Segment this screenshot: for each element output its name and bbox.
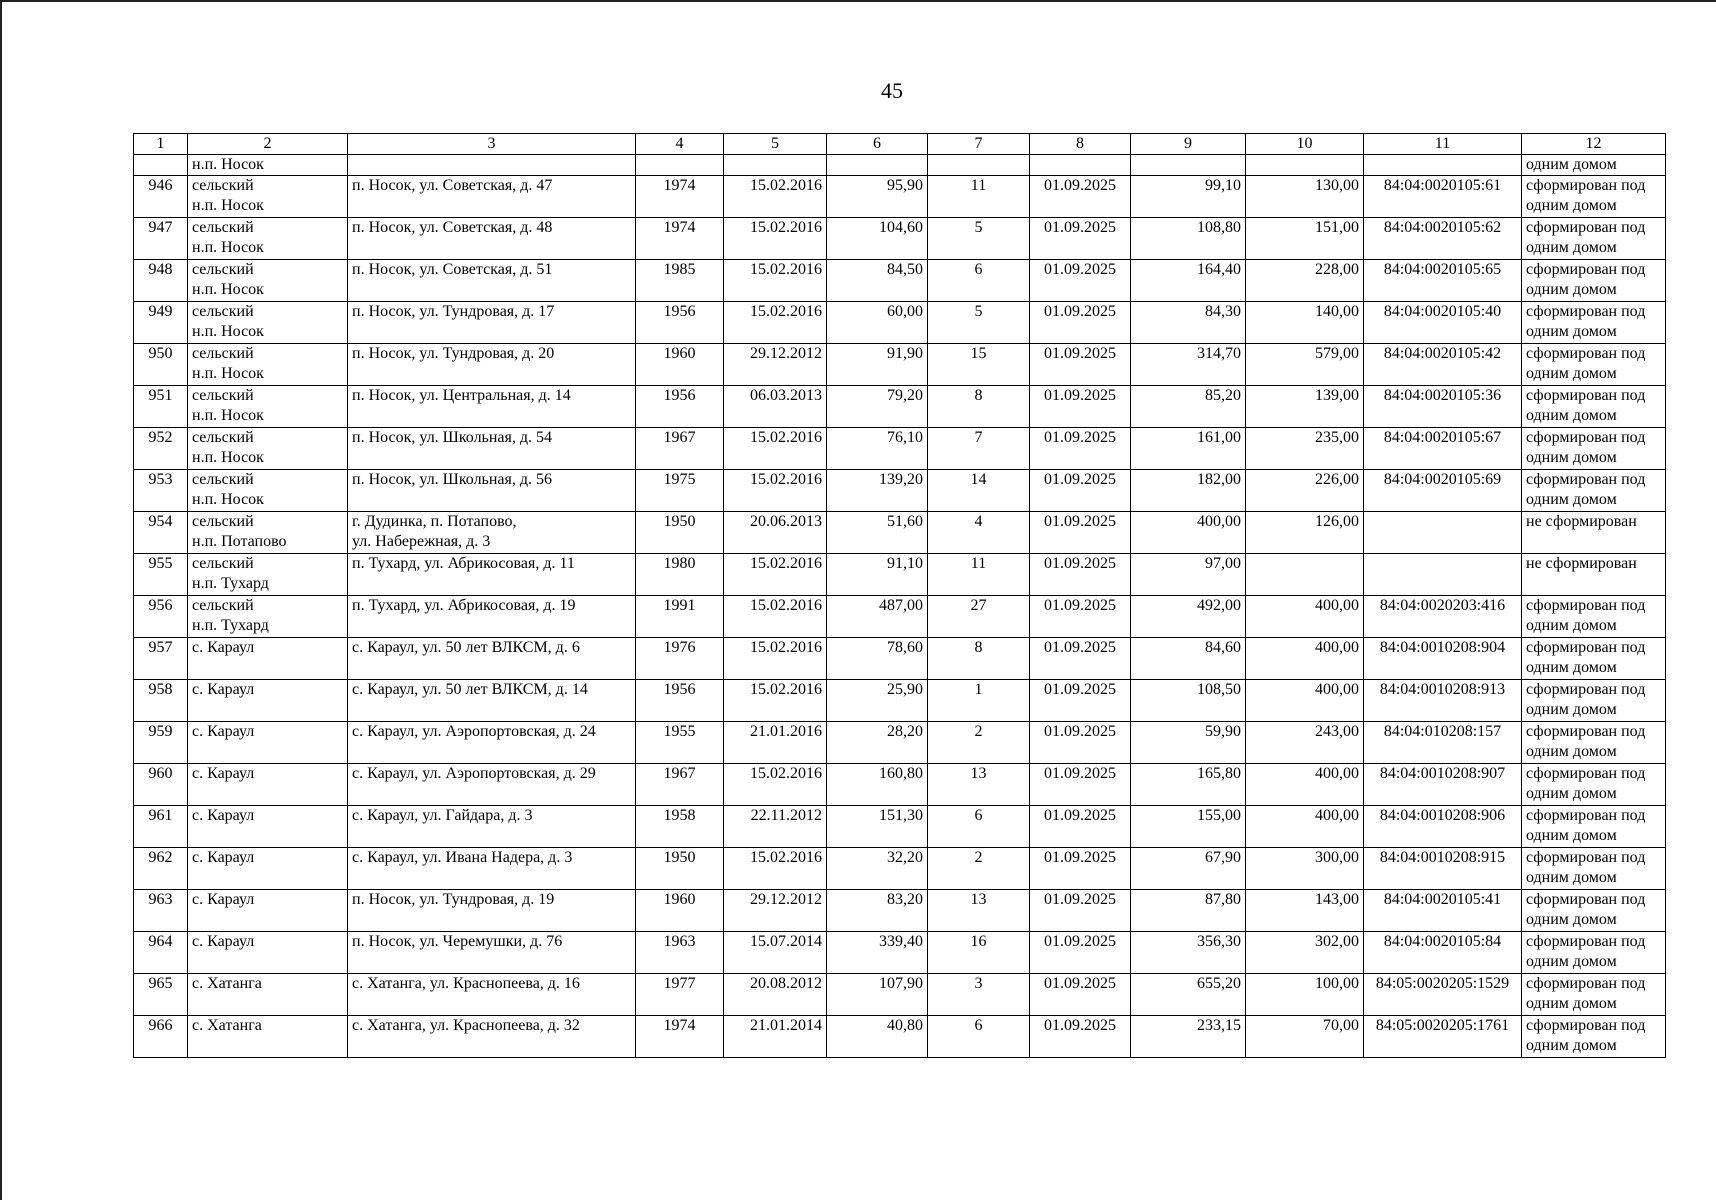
year-cell: 1955: [636, 722, 724, 764]
table-row: [134, 1016, 1666, 1058]
land-area-cell: 400,00: [1246, 806, 1364, 848]
row-number-cell: 955: [134, 554, 188, 596]
cadastre-number-cell: 84:04:0020105:36: [1364, 386, 1522, 428]
deadline-cell: 01.09.2025: [1030, 848, 1131, 890]
deadline-cell: 01.09.2025: [1030, 1016, 1131, 1058]
land-area-cell: 151,00: [1246, 218, 1364, 260]
status-cell: сформирован под одним домом: [1522, 386, 1666, 428]
area2-cell: 59,90: [1131, 722, 1246, 764]
land-area-cell: 300,00: [1246, 848, 1364, 890]
settlement-cell: с. Караул: [188, 890, 348, 932]
year-cell: 1958: [636, 806, 724, 848]
area2-cell: 155,00: [1131, 806, 1246, 848]
status-cell: сформирован под одним домом: [1522, 470, 1666, 512]
table-row: [134, 722, 1666, 764]
status-cell: сформирован под одним домом: [1522, 806, 1666, 848]
settlement-cell: с. Караул: [188, 638, 348, 680]
deadline-cell: 01.09.2025: [1030, 386, 1131, 428]
settlement-cell: сельский н.п. Потапово: [188, 512, 348, 554]
area-cell: 160,80: [827, 764, 928, 806]
area-cell: 78,60: [827, 638, 928, 680]
status-cell: сформирован под одним домом: [1522, 890, 1666, 932]
land-area-cell: 143,00: [1246, 890, 1364, 932]
status-cell: сформирован под одним домом: [1522, 764, 1666, 806]
header-cell: 7: [928, 134, 1030, 155]
deadline-cell: 01.09.2025: [1030, 932, 1131, 974]
deadline-cell: 01.09.2025: [1030, 470, 1131, 512]
status-cell: сформирован под одним домом: [1522, 638, 1666, 680]
area2-cell: 97,00: [1131, 554, 1246, 596]
table-row: [134, 638, 1666, 680]
area2-cell: 87,80: [1131, 890, 1246, 932]
cadastre-number-cell: [1364, 554, 1522, 596]
year-cell: 1977: [636, 974, 724, 1016]
row-number-cell: 954: [134, 512, 188, 554]
land-area-cell: 235,00: [1246, 428, 1364, 470]
table-row: [134, 680, 1666, 722]
cadastre-number-cell: 84:04:0010208:907: [1364, 764, 1522, 806]
land-area-cell: 130,00: [1246, 176, 1364, 218]
row-number-cell: 959: [134, 722, 188, 764]
land-area-cell: [1246, 554, 1364, 596]
land-area-cell: 400,00: [1246, 764, 1364, 806]
address-cell: г. Дудинка, п. Потапово, ул. Набережная, д. 3: [348, 512, 636, 554]
area2-cell: 164,40: [1131, 260, 1246, 302]
residents-cell: 13: [928, 890, 1030, 932]
year-cell: 1956: [636, 386, 724, 428]
date-cell: 22.11.2012: [724, 806, 827, 848]
table-row: [134, 344, 1666, 386]
land-area-cell: 228,00: [1246, 260, 1364, 302]
table-row: [134, 176, 1666, 218]
land-area-cell: 70,00: [1246, 1016, 1364, 1058]
row-number-cell: 962: [134, 848, 188, 890]
year-cell: 1975: [636, 470, 724, 512]
residents-cell: 15: [928, 344, 1030, 386]
table-row: [134, 302, 1666, 344]
deadline-cell: 01.09.2025: [1030, 512, 1131, 554]
row-number-cell: 960: [134, 764, 188, 806]
table-row: [134, 848, 1666, 890]
address-cell: п. Носок, ул. Советская, д. 48: [348, 218, 636, 260]
area-cell: 107,90: [827, 974, 928, 1016]
deadline-cell: 01.09.2025: [1030, 554, 1131, 596]
year-cell: 1960: [636, 890, 724, 932]
area2-cell: 314,70: [1131, 344, 1246, 386]
status-cell: сформирован под одним домом: [1522, 596, 1666, 638]
settlement-cell: сельский н.п. Тухард: [188, 596, 348, 638]
residents-cell: 2: [928, 722, 1030, 764]
address-cell: п. Носок, ул. Школьная, д. 56: [348, 470, 636, 512]
header-cell: 8: [1030, 134, 1131, 155]
status-cell: сформирован под одним домом: [1522, 722, 1666, 764]
status-cell: не сформирован: [1522, 512, 1666, 554]
area-cell: 95,90: [827, 176, 928, 218]
row-number-cell: 952: [134, 428, 188, 470]
date-cell: 21.01.2014: [724, 1016, 827, 1058]
residents-cell: 27: [928, 596, 1030, 638]
row-number-cell: 946: [134, 176, 188, 218]
address-cell: с. Караул, ул. 50 лет ВЛКСМ, д. 6: [348, 638, 636, 680]
year-cell: 1956: [636, 680, 724, 722]
year-cell: 1950: [636, 848, 724, 890]
year-cell: 1991: [636, 596, 724, 638]
address-cell: с. Караул, ул. Ивана Надера, д. 3: [348, 848, 636, 890]
year-cell: 1974: [636, 1016, 724, 1058]
area-cell: 151,30: [827, 806, 928, 848]
address-cell: п. Носок, ул. Тундровая, д. 19: [348, 890, 636, 932]
area-cell: 25,90: [827, 680, 928, 722]
residents-cell: 2: [928, 848, 1030, 890]
residents-cell: 6: [928, 806, 1030, 848]
cadastre-number-cell: 84:04:0020105:84: [1364, 932, 1522, 974]
cadastre-number-cell: 84:04:0020203:416: [1364, 596, 1522, 638]
area-cell: 40,80: [827, 1016, 928, 1058]
settlement-cell: сельский н.п. Тухард: [188, 554, 348, 596]
status-cell: сформирован под одним домом: [1522, 344, 1666, 386]
year-cell: 1963: [636, 932, 724, 974]
settlement-cell: с. Караул: [188, 680, 348, 722]
status-cell: сформирован под одним домом: [1522, 176, 1666, 218]
status-cell: одним домом: [1522, 155, 1666, 176]
address-cell: п. Носок, ул. Тундровая, д. 17: [348, 302, 636, 344]
status-cell: сформирован под одним домом: [1522, 932, 1666, 974]
settlement-cell: с. Караул: [188, 722, 348, 764]
table-row: [134, 428, 1666, 470]
row-number-cell: 950: [134, 344, 188, 386]
row-number-cell: 953: [134, 470, 188, 512]
status-cell: сформирован под одним домом: [1522, 680, 1666, 722]
address-cell: с. Хатанга, ул. Краснопеева, д. 32: [348, 1016, 636, 1058]
residents-cell: 16: [928, 932, 1030, 974]
residents-cell: 13: [928, 764, 1030, 806]
table-row: [134, 932, 1666, 974]
area2-cell: 165,80: [1131, 764, 1246, 806]
cadastre-number-cell: 84:04:0020105:62: [1364, 218, 1522, 260]
land-area-cell: 139,00: [1246, 386, 1364, 428]
residents-cell: 7: [928, 428, 1030, 470]
cadastre-number-cell: 84:04:0020105:69: [1364, 470, 1522, 512]
settlement-cell: с. Караул: [188, 848, 348, 890]
residents-cell: 6: [928, 260, 1030, 302]
header-row: [134, 134, 1666, 155]
area-cell: 91,90: [827, 344, 928, 386]
deadline-cell: 01.09.2025: [1030, 974, 1131, 1016]
address-cell: п. Носок, ул. Школьная, д. 54: [348, 428, 636, 470]
cadastre-number-cell: 84:04:010208:157: [1364, 722, 1522, 764]
date-cell: 20.08.2012: [724, 974, 827, 1016]
deadline-cell: 01.09.2025: [1030, 764, 1131, 806]
table-row: [134, 386, 1666, 428]
date-cell: 15.02.2016: [724, 848, 827, 890]
area2-cell: 108,80: [1131, 218, 1246, 260]
cadastre-number-cell: 84:04:0010208:906: [1364, 806, 1522, 848]
area2-cell: 85,20: [1131, 386, 1246, 428]
status-cell: не сформирован: [1522, 554, 1666, 596]
area2-cell: 108,50: [1131, 680, 1246, 722]
status-cell: сформирован под одним домом: [1522, 260, 1666, 302]
area2-cell: 356,30: [1131, 932, 1246, 974]
residents-cell: 8: [928, 638, 1030, 680]
header-cell: 3: [348, 134, 636, 155]
area-cell: 91,10: [827, 554, 928, 596]
table-row: [134, 974, 1666, 1016]
residents-cell: 3: [928, 974, 1030, 1016]
cadastre-number-cell: 84:04:0010208:904: [1364, 638, 1522, 680]
address-cell: с. Караул, ул. Аэропортовская, д. 24: [348, 722, 636, 764]
table-row: [134, 890, 1666, 932]
header-cell: 11: [1364, 134, 1522, 155]
land-area-cell: 302,00: [1246, 932, 1364, 974]
address-cell: п. Тухард, ул. Абрикосовая, д. 19: [348, 596, 636, 638]
row-number-cell: 951: [134, 386, 188, 428]
residents-cell: 14: [928, 470, 1030, 512]
settlement-cell: сельский н.п. Носок: [188, 260, 348, 302]
area-cell: 51,60: [827, 512, 928, 554]
year-cell: 1985: [636, 260, 724, 302]
settlement-cell: сельский н.п. Носок: [188, 386, 348, 428]
area-cell: 60,00: [827, 302, 928, 344]
residents-cell: 5: [928, 302, 1030, 344]
row-number-cell: 966: [134, 1016, 188, 1058]
row-number-cell: 957: [134, 638, 188, 680]
cadastre-number-cell: 84:04:0020105:40: [1364, 302, 1522, 344]
residents-cell: 6: [928, 1016, 1030, 1058]
area-cell: 104,60: [827, 218, 928, 260]
status-cell: сформирован под одним домом: [1522, 848, 1666, 890]
table-row: [134, 260, 1666, 302]
year-cell: 1967: [636, 428, 724, 470]
settlement-cell: сельский н.п. Носок: [188, 428, 348, 470]
year-cell: 1980: [636, 554, 724, 596]
residents-cell: 5: [928, 218, 1030, 260]
row-number-cell: 961: [134, 806, 188, 848]
settlement-cell: сельский н.п. Носок: [188, 218, 348, 260]
table-row: [134, 764, 1666, 806]
settlement-cell: сельский н.п. Носок: [188, 302, 348, 344]
residents-cell: 11: [928, 554, 1030, 596]
deadline-cell: 01.09.2025: [1030, 176, 1131, 218]
deadline-cell: 01.09.2025: [1030, 344, 1131, 386]
cadastre-number-cell: 84:04:0010208:913: [1364, 680, 1522, 722]
date-cell: 06.03.2013: [724, 386, 827, 428]
land-area-cell: 400,00: [1246, 638, 1364, 680]
cadastre-number-cell: 84:05:0020205:1529: [1364, 974, 1522, 1016]
status-cell: сформирован под одним домом: [1522, 428, 1666, 470]
land-area-cell: 140,00: [1246, 302, 1364, 344]
address-cell: с. Караул, ул. 50 лет ВЛКСМ, д. 14: [348, 680, 636, 722]
date-cell: 15.02.2016: [724, 638, 827, 680]
status-cell: сформирован под одним домом: [1522, 302, 1666, 344]
header-cell: 5: [724, 134, 827, 155]
continuation-row: [134, 155, 1666, 176]
table-row: [134, 596, 1666, 638]
status-cell: сформирован под одним домом: [1522, 1016, 1666, 1058]
date-cell: 15.02.2016: [724, 470, 827, 512]
area2-cell: 84,30: [1131, 302, 1246, 344]
area2-cell: 161,00: [1131, 428, 1246, 470]
area2-cell: 655,20: [1131, 974, 1246, 1016]
date-cell: 21.01.2016: [724, 722, 827, 764]
row-number-cell: 963: [134, 890, 188, 932]
land-area-cell: 579,00: [1246, 344, 1364, 386]
cadastre-number-cell: 84:05:0020205:1761: [1364, 1016, 1522, 1058]
date-cell: 15.02.2016: [724, 176, 827, 218]
date-cell: 15.02.2016: [724, 554, 827, 596]
row-number-cell: 956: [134, 596, 188, 638]
area-cell: 28,20: [827, 722, 928, 764]
area-cell: 32,20: [827, 848, 928, 890]
address-cell: с. Караул, ул. Гайдара, д. 3: [348, 806, 636, 848]
year-cell: 1967: [636, 764, 724, 806]
settlement-cell: с. Хатанга: [188, 974, 348, 1016]
header-cell: 10: [1246, 134, 1364, 155]
address-cell: п. Тухард, ул. Абрикосовая, д. 11: [348, 554, 636, 596]
year-cell: 1956: [636, 302, 724, 344]
address-cell: п. Носок, ул. Черемушки, д. 76: [348, 932, 636, 974]
area2-cell: 233,15: [1131, 1016, 1246, 1058]
land-area-cell: 226,00: [1246, 470, 1364, 512]
residents-cell: 1: [928, 680, 1030, 722]
year-cell: 1976: [636, 638, 724, 680]
header-cell: 4: [636, 134, 724, 155]
row-number-cell: 948: [134, 260, 188, 302]
settlement-cell: сельский н.п. Носок: [188, 344, 348, 386]
address-cell: п. Носок, ул. Советская, д. 47: [348, 176, 636, 218]
date-cell: 15.02.2016: [724, 764, 827, 806]
area-cell: 84,50: [827, 260, 928, 302]
address-cell: с. Караул, ул. Аэропортовская, д. 29: [348, 764, 636, 806]
header-cell: 12: [1522, 134, 1666, 155]
table-row: [134, 806, 1666, 848]
cadastre-number-cell: 84:04:0020105:42: [1364, 344, 1522, 386]
deadline-cell: 01.09.2025: [1030, 302, 1131, 344]
date-cell: 15.02.2016: [724, 260, 827, 302]
date-cell: 29.12.2012: [724, 344, 827, 386]
area2-cell: 84,60: [1131, 638, 1246, 680]
settlement-cell: с. Караул: [188, 932, 348, 974]
cadastre-number-cell: 84:04:0020105:67: [1364, 428, 1522, 470]
date-cell: 15.02.2016: [724, 302, 827, 344]
date-cell: 20.06.2013: [724, 512, 827, 554]
deadline-cell: 01.09.2025: [1030, 218, 1131, 260]
address-cell: п. Носок, ул. Тундровая, д. 20: [348, 344, 636, 386]
page-number: 45: [881, 78, 903, 103]
cadastre-number-cell: [1364, 512, 1522, 554]
area-cell: 339,40: [827, 932, 928, 974]
deadline-cell: 01.09.2025: [1030, 680, 1131, 722]
address-cell: п. Носок, ул. Центральная, д. 14: [348, 386, 636, 428]
cadastre-number-cell: 84:04:0020105:41: [1364, 890, 1522, 932]
table-row: [134, 470, 1666, 512]
area2-cell: 492,00: [1131, 596, 1246, 638]
year-cell: 1960: [636, 344, 724, 386]
area-cell: 83,20: [827, 890, 928, 932]
area2-cell: 182,00: [1131, 470, 1246, 512]
land-area-cell: 243,00: [1246, 722, 1364, 764]
row-number-cell: 949: [134, 302, 188, 344]
housing-table: [133, 133, 1666, 1058]
deadline-cell: 01.09.2025: [1030, 260, 1131, 302]
address-cell: с. Хатанга, ул. Краснопеева, д. 16: [348, 974, 636, 1016]
year-cell: 1950: [636, 512, 724, 554]
table-row: [134, 512, 1666, 554]
settlement-cell: н.п. Носок: [188, 155, 348, 176]
deadline-cell: 01.09.2025: [1030, 890, 1131, 932]
residents-cell: 11: [928, 176, 1030, 218]
row-number-cell: 958: [134, 680, 188, 722]
land-area-cell: 100,00: [1246, 974, 1364, 1016]
settlement-cell: сельский н.п. Носок: [188, 176, 348, 218]
row-number-cell: 947: [134, 218, 188, 260]
header-cell: 2: [188, 134, 348, 155]
status-cell: сформирован под одним домом: [1522, 218, 1666, 260]
date-cell: 15.02.2016: [724, 428, 827, 470]
header-cell: 6: [827, 134, 928, 155]
area-cell: 139,20: [827, 470, 928, 512]
date-cell: 15.07.2014: [724, 932, 827, 974]
area-cell: 487,00: [827, 596, 928, 638]
settlement-cell: с. Хатанга: [188, 1016, 348, 1058]
residents-cell: 8: [928, 386, 1030, 428]
table-row: [134, 554, 1666, 596]
deadline-cell: 01.09.2025: [1030, 596, 1131, 638]
date-cell: 15.02.2016: [724, 596, 827, 638]
date-cell: 15.02.2016: [724, 218, 827, 260]
cadastre-number-cell: 84:04:0020105:65: [1364, 260, 1522, 302]
settlement-cell: с. Караул: [188, 806, 348, 848]
deadline-cell: 01.09.2025: [1030, 428, 1131, 470]
row-number-cell: 964: [134, 932, 188, 974]
area-cell: 76,10: [827, 428, 928, 470]
cadastre-number-cell: 84:04:0020105:61: [1364, 176, 1522, 218]
deadline-cell: 01.09.2025: [1030, 722, 1131, 764]
header-cell: 9: [1131, 134, 1246, 155]
cadastre-number-cell: 84:04:0010208:915: [1364, 848, 1522, 890]
year-cell: 1974: [636, 218, 724, 260]
settlement-cell: с. Караул: [188, 764, 348, 806]
date-cell: 15.02.2016: [724, 680, 827, 722]
address-cell: п. Носок, ул. Советская, д. 51: [348, 260, 636, 302]
land-area-cell: 400,00: [1246, 596, 1364, 638]
deadline-cell: 01.09.2025: [1030, 638, 1131, 680]
area2-cell: 400,00: [1131, 512, 1246, 554]
header-cell: 1: [134, 134, 188, 155]
deadline-cell: 01.09.2025: [1030, 806, 1131, 848]
area-cell: 79,20: [827, 386, 928, 428]
settlement-cell: сельский н.п. Носок: [188, 470, 348, 512]
table-row: [134, 218, 1666, 260]
residents-cell: 4: [928, 512, 1030, 554]
land-area-cell: 126,00: [1246, 512, 1364, 554]
area2-cell: 99,10: [1131, 176, 1246, 218]
year-cell: 1974: [636, 176, 724, 218]
row-number-cell: 965: [134, 974, 188, 1016]
land-area-cell: 400,00: [1246, 680, 1364, 722]
status-cell: сформирован под одним домом: [1522, 974, 1666, 1016]
area2-cell: 67,90: [1131, 848, 1246, 890]
date-cell: 29.12.2012: [724, 890, 827, 932]
